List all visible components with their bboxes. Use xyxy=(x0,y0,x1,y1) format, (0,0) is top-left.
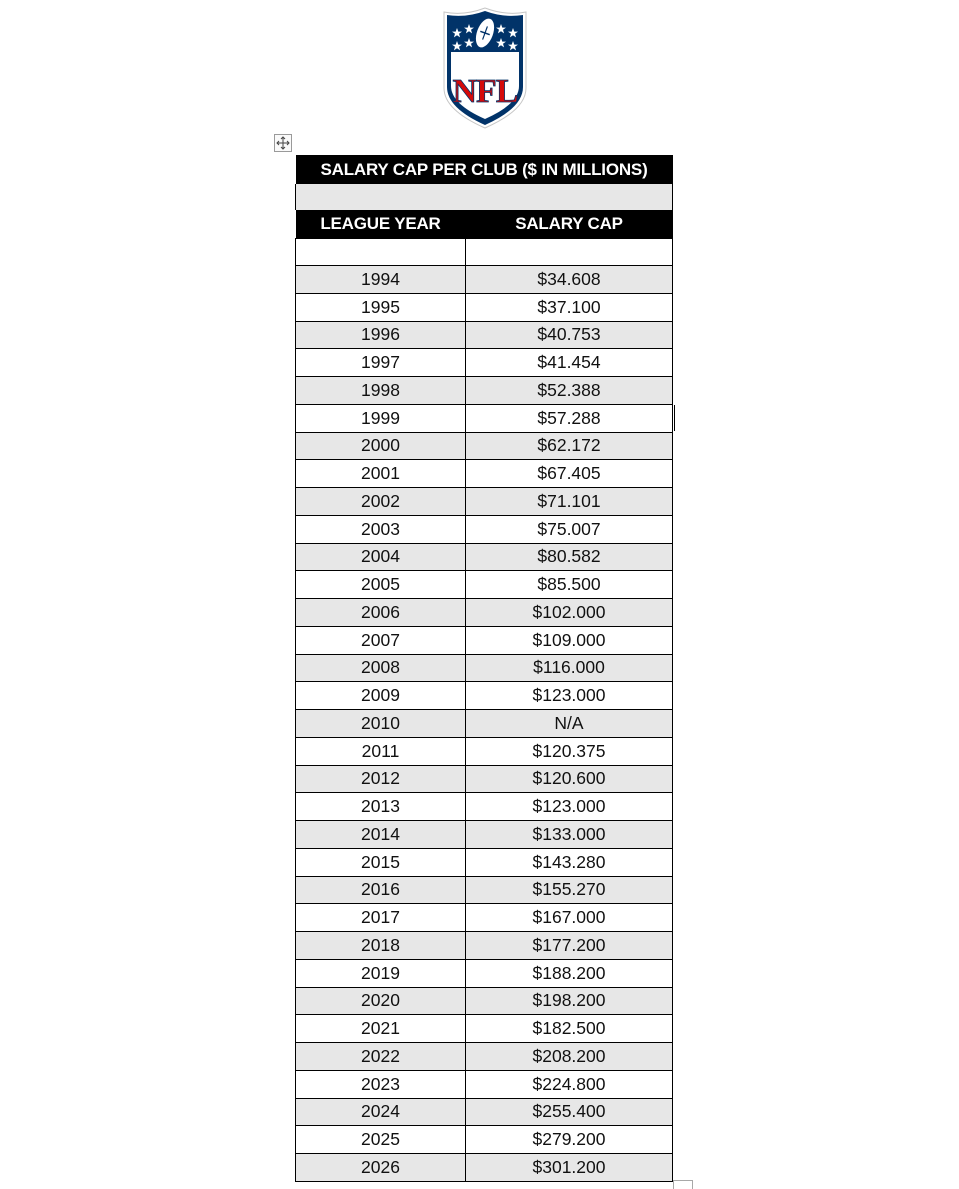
salary-cap-cell[interactable]: $40.753 xyxy=(466,321,673,349)
league-year-cell[interactable]: 2015 xyxy=(296,848,466,876)
salary-cap-cell[interactable]: $224.800 xyxy=(466,1070,673,1098)
table-row xyxy=(296,1154,673,1182)
salary-cap-cell[interactable]: $62.172 xyxy=(466,432,673,460)
league-year-cell[interactable]: 2003 xyxy=(296,515,466,543)
table-row xyxy=(296,987,673,1015)
league-year-cell[interactable]: 1998 xyxy=(296,377,466,405)
nfl-logo xyxy=(440,6,530,130)
league-year-cell[interactable]: 2026 xyxy=(296,1154,466,1182)
table-row xyxy=(296,682,673,710)
table-title[interactable]: SALARY CAP PER CLUB ($ IN MILLIONS) xyxy=(296,155,673,184)
table-row xyxy=(296,377,673,405)
table-row xyxy=(296,1098,673,1126)
salary-cap-cell[interactable]: $167.000 xyxy=(466,904,673,932)
salary-cap-cell[interactable]: $120.600 xyxy=(466,765,673,793)
league-year-cell[interactable]: 2001 xyxy=(296,460,466,488)
salary-cap-cell[interactable]: $80.582 xyxy=(466,543,673,571)
salary-cap-cell[interactable]: $116.000 xyxy=(466,654,673,682)
table-row xyxy=(296,848,673,876)
table-row xyxy=(296,571,673,599)
salary-cap-cell[interactable]: $41.454 xyxy=(466,349,673,377)
table-row xyxy=(296,876,673,904)
table-row xyxy=(296,293,673,321)
league-year-cell[interactable]: 2007 xyxy=(296,626,466,654)
league-year-cell[interactable]: 2022 xyxy=(296,1043,466,1071)
column-header-salary-cap[interactable]: SALARY CAP xyxy=(466,210,673,239)
league-year-cell[interactable]: 2018 xyxy=(296,932,466,960)
salary-cap-cell[interactable]: $109.000 xyxy=(466,626,673,654)
table-row xyxy=(296,543,673,571)
nfl-wordmark: NFL xyxy=(452,73,518,110)
salary-cap-cell[interactable]: $188.200 xyxy=(466,959,673,987)
table-row xyxy=(296,765,673,793)
league-year-cell[interactable]: 2017 xyxy=(296,904,466,932)
spacer-row xyxy=(296,184,673,210)
league-year-cell[interactable]: 1994 xyxy=(296,266,466,294)
table-row xyxy=(296,626,673,654)
salary-cap-cell[interactable]: $123.000 xyxy=(466,682,673,710)
table-row xyxy=(296,404,673,432)
salary-cap-cell[interactable]: $37.100 xyxy=(466,293,673,321)
league-year-cell[interactable]: 2002 xyxy=(296,488,466,516)
table-row xyxy=(296,349,673,377)
league-year-cell[interactable]: 2019 xyxy=(296,959,466,987)
table-row xyxy=(296,1043,673,1071)
salary-cap-cell[interactable]: $208.200 xyxy=(466,1043,673,1071)
league-year-cell[interactable]: 2016 xyxy=(296,876,466,904)
table-row xyxy=(296,821,673,849)
league-year-cell[interactable]: 1997 xyxy=(296,349,466,377)
salary-cap-cell[interactable]: $177.200 xyxy=(466,932,673,960)
salary-cap-table xyxy=(295,155,673,1182)
table-row xyxy=(296,710,673,738)
league-year-cell[interactable]: 2024 xyxy=(296,1098,466,1126)
salary-cap-cell[interactable]: $67.405 xyxy=(466,460,673,488)
table-row xyxy=(296,432,673,460)
table-row xyxy=(296,1070,673,1098)
salary-cap-cell[interactable]: $85.500 xyxy=(466,571,673,599)
league-year-cell[interactable]: 2025 xyxy=(296,1126,466,1154)
table-row xyxy=(296,904,673,932)
league-year-cell[interactable]: 2009 xyxy=(296,682,466,710)
table-row xyxy=(296,488,673,516)
league-year-cell[interactable]: 2008 xyxy=(296,654,466,682)
salary-cap-cell[interactable]: $133.000 xyxy=(466,821,673,849)
league-year-cell[interactable]: 2023 xyxy=(296,1070,466,1098)
table-row xyxy=(296,793,673,821)
league-year-cell[interactable]: 2006 xyxy=(296,599,466,627)
salary-cap-cell[interactable]: $143.280 xyxy=(466,848,673,876)
salary-cap-cell[interactable]: $75.007 xyxy=(466,515,673,543)
salary-cap-cell[interactable]: $279.200 xyxy=(466,1126,673,1154)
league-year-cell[interactable]: 1999 xyxy=(296,404,466,432)
table-row xyxy=(296,932,673,960)
salary-cap-cell[interactable]: $102.000 xyxy=(466,599,673,627)
table-row xyxy=(296,599,673,627)
league-year-cell[interactable]: 2014 xyxy=(296,821,466,849)
salary-cap-cell[interactable]: $182.500 xyxy=(466,1015,673,1043)
league-year-cell[interactable]: 2000 xyxy=(296,432,466,460)
league-year-cell[interactable]: 2011 xyxy=(296,737,466,765)
table-row xyxy=(296,959,673,987)
salary-cap-cell[interactable]: $34.608 xyxy=(466,266,673,294)
salary-cap-cell[interactable]: $120.375 xyxy=(466,737,673,765)
league-year-cell[interactable]: 2005 xyxy=(296,571,466,599)
column-header-league-year[interactable]: LEAGUE YEAR xyxy=(296,210,466,239)
table-row xyxy=(296,1015,673,1043)
league-year-cell[interactable]: 2021 xyxy=(296,1015,466,1043)
blank-row xyxy=(296,239,673,266)
league-year-cell[interactable]: 2012 xyxy=(296,765,466,793)
table-row xyxy=(296,266,673,294)
league-year-cell[interactable]: 1996 xyxy=(296,321,466,349)
blank-cell[interactable] xyxy=(466,239,673,266)
salary-cap-cell[interactable]: $198.200 xyxy=(466,987,673,1015)
text-cursor xyxy=(674,405,675,431)
table-resize-icon[interactable] xyxy=(673,1180,693,1189)
salary-cap-cell[interactable]: $301.200 xyxy=(466,1154,673,1182)
salary-cap-cell[interactable]: $255.400 xyxy=(466,1098,673,1126)
salary-cap-cell[interactable]: N/A xyxy=(466,710,673,738)
table-row xyxy=(296,460,673,488)
table-row xyxy=(296,1126,673,1154)
table-row xyxy=(296,654,673,682)
table-row xyxy=(296,515,673,543)
league-year-cell[interactable]: 2004 xyxy=(296,543,466,571)
league-year-cell[interactable]: 1995 xyxy=(296,293,466,321)
salary-cap-cell[interactable]: $123.000 xyxy=(466,793,673,821)
spacer-cell[interactable] xyxy=(296,184,673,210)
salary-cap-cell[interactable]: $155.270 xyxy=(466,876,673,904)
move-arrows-icon[interactable] xyxy=(274,134,292,152)
league-year-cell[interactable]: 2013 xyxy=(296,793,466,821)
title-row xyxy=(296,155,673,184)
table-row xyxy=(296,737,673,765)
table-row xyxy=(296,321,673,349)
salary-cap-cell[interactable]: $52.388 xyxy=(466,377,673,405)
league-year-cell[interactable]: 2010 xyxy=(296,710,466,738)
salary-cap-cell[interactable]: $71.101 xyxy=(466,488,673,516)
blank-cell[interactable] xyxy=(296,239,466,266)
header-row xyxy=(296,210,673,239)
league-year-cell[interactable]: 2020 xyxy=(296,987,466,1015)
salary-cap-cell[interactable]: $57.288 xyxy=(466,404,673,432)
